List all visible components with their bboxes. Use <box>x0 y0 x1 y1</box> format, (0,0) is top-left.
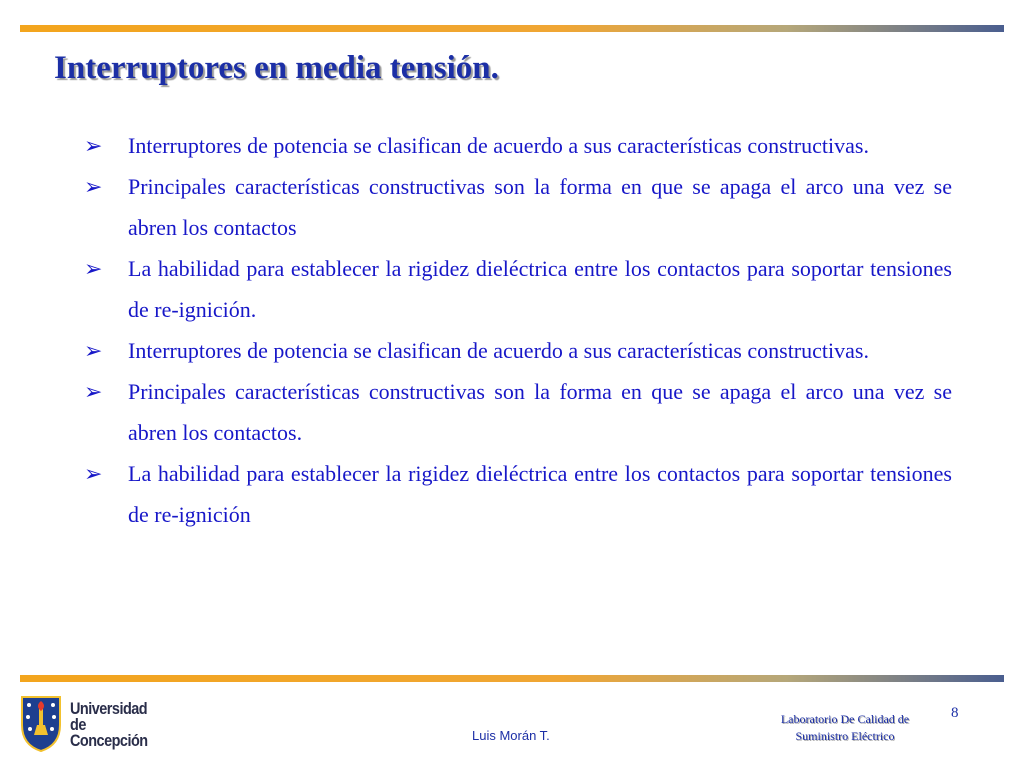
bottom-divider <box>20 675 1004 682</box>
university-name <box>70 701 164 749</box>
slide-title: Interruptores en media tensión. <box>54 50 499 86</box>
bullet-item <box>84 166 952 248</box>
shield-icon <box>20 695 62 753</box>
lab-name-line-1: Laboratorio De Calidad de <box>780 712 910 726</box>
bullet-text: Principales características constructivas son la forma en que se apaga el arco una vez se abren los contactos <box>128 174 952 240</box>
bullet-text: La habilidad para establecer la rigidez dieléctrica entre los contactos para soportar tensiones de re-ignición. <box>128 256 952 322</box>
university-name-line-1: Universidad <box>70 699 148 718</box>
bullet-list <box>84 125 952 535</box>
arrow-bullet-icon: ➢ <box>84 133 103 158</box>
arrow-bullet-icon: ➢ <box>84 174 103 199</box>
arrow-bullet-icon: ➢ <box>84 338 103 363</box>
university-logo <box>20 695 180 755</box>
arrow-bullet-icon: ➢ <box>84 379 103 404</box>
author-name: Luis Morán T. <box>472 728 550 743</box>
bullet-text: Interruptores de potencia se clasifican de acuerdo a sus características constructivas. <box>128 133 869 158</box>
bullet-text: Principales características constructivas son la forma en que se apaga el arco una vez se abren los contactos. <box>128 379 952 445</box>
bullet-text: Interruptores de potencia se clasifican de acuerdo a sus características constructivas. <box>128 338 869 363</box>
arrow-bullet-icon: ➢ <box>84 461 103 486</box>
top-divider <box>20 25 1004 32</box>
bullet-item <box>84 248 952 330</box>
university-name-line-2: de Concepción <box>70 715 148 750</box>
bullet-item <box>84 330 952 371</box>
bullet-item <box>84 371 952 453</box>
page-number: 8 <box>951 705 959 721</box>
bullet-item <box>84 453 952 535</box>
bullet-item <box>84 125 952 166</box>
lab-name-line-2: Suministro Eléctrico <box>795 729 895 743</box>
bullet-text: La habilidad para establecer la rigidez dieléctrica entre los contactos para soportar tensiones de re-ignición <box>128 461 952 527</box>
lab-name <box>755 711 935 745</box>
arrow-bullet-icon: ➢ <box>84 256 103 281</box>
